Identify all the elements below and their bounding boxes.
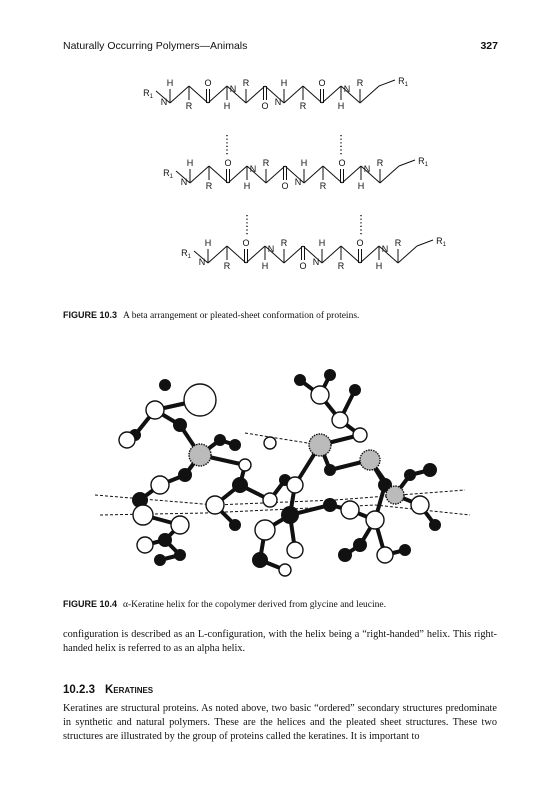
oxygen-atom xyxy=(137,537,153,553)
page-number: 327 xyxy=(480,40,498,52)
carbon-atom xyxy=(429,519,441,531)
carbon-atom xyxy=(174,549,186,561)
carbon-atom xyxy=(349,384,361,396)
r1-label: $R_1$ xyxy=(181,248,191,260)
nitrogen-label: N xyxy=(198,257,206,267)
carbon-atom xyxy=(294,374,306,386)
hydrogen-label: H xyxy=(223,101,231,111)
caption-text: A beta arrangement or pleated-sheet conformation of proteins. xyxy=(123,311,360,321)
hydrogen-label: H xyxy=(300,158,308,168)
running-header xyxy=(63,40,498,54)
nitrogen-label: N xyxy=(312,257,320,267)
r-group-label: R xyxy=(280,238,288,248)
r1-label: $R_1$ xyxy=(418,156,428,168)
hydrogen-label: H xyxy=(280,78,288,88)
carbon-atom xyxy=(399,544,411,556)
carbon-atom xyxy=(229,439,241,451)
section-title: Keratines xyxy=(104,684,154,696)
oxygen-atom xyxy=(119,432,135,448)
carbon-atom xyxy=(154,554,166,566)
carbon-atom xyxy=(324,464,336,476)
oxygen-atom xyxy=(353,428,367,442)
oxygen-atom xyxy=(146,401,164,419)
carbon-atom xyxy=(252,552,268,568)
nitrogen-label: N xyxy=(363,164,371,174)
carbon-atom xyxy=(158,533,172,547)
body-paragraph xyxy=(63,628,497,656)
oxygen-label: O xyxy=(224,158,232,168)
oxygen-atom xyxy=(279,564,291,576)
oxygen-atom xyxy=(332,412,348,428)
oxygen-label: O xyxy=(338,158,346,168)
oxygen-label: O xyxy=(242,238,250,248)
oxygen-atom xyxy=(184,384,216,416)
oxygen-atom xyxy=(287,477,303,493)
carbon-atom xyxy=(173,418,187,432)
r1-label: $R_1$ xyxy=(143,88,153,100)
oxygen-label: O xyxy=(204,78,212,88)
carbon-atom xyxy=(423,463,437,477)
r-group-label: R xyxy=(376,158,384,168)
alpha-helix-figure xyxy=(85,355,485,587)
oxygen-atom xyxy=(311,386,329,404)
figure-label: FIGURE 10.3 xyxy=(63,310,118,320)
oxygen-label: O xyxy=(356,238,364,248)
hydrogen-label: H xyxy=(204,238,212,248)
bond xyxy=(398,246,417,263)
figure-10-4-caption xyxy=(63,599,386,610)
r1-label: $R_1$ xyxy=(163,168,173,180)
oxygen-atom xyxy=(171,516,189,534)
carbon-atom xyxy=(159,379,171,391)
r-group-label: R xyxy=(205,181,213,191)
carbon-atom xyxy=(324,369,336,381)
r-group-label: R xyxy=(299,101,307,111)
hydrogen-label: H xyxy=(243,181,251,191)
carbon-atom xyxy=(353,538,367,552)
hydrogen-label: H xyxy=(261,261,269,271)
oxygen-atom xyxy=(263,493,277,507)
oxygen-label: O xyxy=(261,101,269,111)
oxygen-atom xyxy=(366,511,384,529)
oxygen-atom xyxy=(255,520,275,540)
bond xyxy=(379,80,395,86)
carbon-atom xyxy=(229,519,241,531)
carbon-atom xyxy=(281,506,299,524)
r1-label: $R_1$ xyxy=(436,236,446,248)
nitrogen-label: N xyxy=(381,244,389,254)
section-number: 10.2.3 xyxy=(63,684,95,696)
carbon-atom xyxy=(232,477,248,493)
hydrogen-label: H xyxy=(337,101,345,111)
oxygen-atom xyxy=(287,542,303,558)
r-group-label: R xyxy=(223,261,231,271)
nitrogen-label: N xyxy=(249,164,257,174)
oxygen-atom xyxy=(341,501,359,519)
oxygen-label: O xyxy=(318,78,326,88)
caption-text: α-Keratine helix for the copolymer derived from glycine and leucine. xyxy=(123,600,386,610)
nitrogen-atom xyxy=(309,434,331,456)
pleated-sheet-figure xyxy=(140,68,446,300)
carbon-atom xyxy=(338,548,352,562)
oxygen-atom xyxy=(133,505,153,525)
hydrogen-bond xyxy=(95,495,215,505)
running-title: Naturally Occurring Polymers—Animals xyxy=(63,40,248,52)
nitrogen-atom xyxy=(360,450,380,470)
oxygen-atom xyxy=(411,496,429,514)
r1-label: $R_1$ xyxy=(398,76,408,88)
oxygen-atom xyxy=(377,547,393,563)
bond xyxy=(360,86,379,103)
oxygen-label: O xyxy=(299,261,307,271)
carbon-atom xyxy=(214,434,226,446)
oxygen-atom xyxy=(239,459,251,471)
bond xyxy=(417,240,433,246)
hydrogen-label: H xyxy=(375,261,383,271)
carbon-atom xyxy=(178,468,192,482)
carbon-atom xyxy=(323,498,337,512)
bond xyxy=(380,166,399,183)
paragraph-text: Keratines are structural proteins. As noted above, two basic “ordered” secondary structures predominate in synthetic and natural polymers. These are the helices and the pleated sheet structures. These two structures are illustrated by the group of proteins called the keratines. It is important to xyxy=(63,703,497,742)
nitrogen-label: N xyxy=(229,84,237,94)
hydrogen-label: H xyxy=(186,158,194,168)
nitrogen-atom xyxy=(189,444,211,466)
carbon-atom xyxy=(404,469,416,481)
nitrogen-label: N xyxy=(274,97,282,107)
bond xyxy=(399,160,415,166)
nitrogen-label: N xyxy=(343,84,351,94)
r-group-label: R xyxy=(337,261,345,271)
oxygen-atom xyxy=(206,496,224,514)
hydrogen-label: H xyxy=(357,181,365,191)
hydrogen-label: H xyxy=(166,78,174,88)
oxygen-atom xyxy=(151,476,169,494)
r-group-label: R xyxy=(356,78,364,88)
nitrogen-label: N xyxy=(267,244,275,254)
paragraph-text: configuration is described as an L-configuration, with the helix being a “right-handed” helix. This right-handed helix is referred to as an alpha helix. xyxy=(63,629,497,654)
section-heading xyxy=(63,684,153,696)
nitrogen-atom xyxy=(386,486,404,504)
figure-label: FIGURE 10.4 xyxy=(63,599,118,609)
nitrogen-label: N xyxy=(294,177,302,187)
r-group-label: R xyxy=(242,78,250,88)
hydrogen-label: H xyxy=(318,238,326,248)
nitrogen-label: N xyxy=(160,97,168,107)
figure-10-3-caption xyxy=(63,310,359,321)
nitrogen-label: N xyxy=(180,177,188,187)
oxygen-label: O xyxy=(281,181,289,191)
r-group-label: R xyxy=(319,181,327,191)
oxygen-atom xyxy=(264,437,276,449)
r-group-label: R xyxy=(185,101,193,111)
r-group-label: R xyxy=(262,158,270,168)
r-group-label: R xyxy=(394,238,402,248)
body-paragraph xyxy=(63,702,497,744)
